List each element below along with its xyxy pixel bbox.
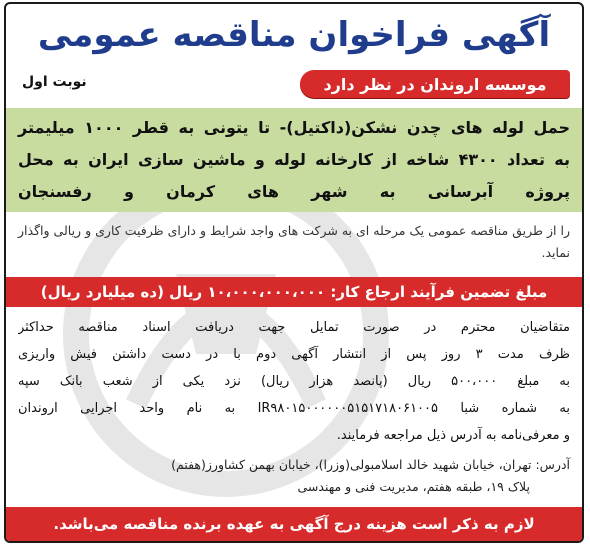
title-band — [6, 4, 582, 66]
turn-label: نوبت اول — [22, 74, 87, 90]
subject-line: حمل لوله های چدن نشکن(داکتیل)- تا یتونی به قطر ۱۰۰۰ میلیمتر — [18, 118, 570, 137]
instructions-line: به مبلغ ۵۰۰،۰۰۰ ریال (پانصد هزار ریال) نزد یکی از شعب بانک سپه — [18, 374, 570, 389]
subject-line: پروژه آبرسانی به شهر های کرمان و رفسنجان — [18, 182, 570, 201]
instructions-line: و معرفی‌نامه به آدرس ذیل مراجعه فرمایند. — [336, 428, 570, 443]
instructions-paragraph — [18, 314, 570, 449]
instructions-line: متقاضیان محترم در صورت تمایل جهت دریافت اسناد مناقصه حداکثر — [18, 320, 570, 335]
guarantee-banner: مبلغ تضمین فرآیند ارجاع کار: ۱۰،۰۰۰،۰۰۰،۰۰۰ ریال (ده میلیارد ریال) — [6, 277, 582, 307]
subject-box — [6, 108, 582, 212]
organization-banner: موسسه اروندان در نظر دارد — [300, 70, 570, 98]
organization-row — [6, 68, 582, 102]
intro-paragraph: را از طریق مناقصه عمومی یک مرحله ای به شرکت های واجد شرایط و دارای ظرفیت کاری و ریالی واگذار نماید. — [18, 223, 570, 260]
instructions-line: ظرف مدت ۳ روز پس از انتشار آگهی دوم با در دست داشتن فیش واریزی — [18, 347, 570, 362]
footer-banner: لازم به ذکر است هزینه درج آگهی به عهده برنده مناقصه می‌باشد. — [6, 507, 582, 541]
address-line: آدرس: تهران، خیابان شهید خالد اسلامبولی(وزرا)، خیابان بهمن کشاورز(هفتم) — [171, 457, 570, 472]
instructions-line: به شماره شبا IR۹۸۰۱۵۰۰۰۰۰۰۵۱۵۱۷۱۸۰۶۱۰۰۵ به نام واحد اجرایی اروندان — [18, 401, 570, 416]
address-line: پلاک ۱۹، طبقه هفتم، مدیریت فنی و مهندسی — [297, 479, 530, 494]
subject-line: به تعداد ۴۳۰۰ شاخه از کارخانه لوله و ماشین سازی ایران به محل — [18, 150, 570, 169]
tender-advertisement — [4, 2, 584, 543]
page-title: آگهی فراخوان مناقصه عمومی — [37, 15, 551, 55]
address-block — [18, 454, 570, 498]
